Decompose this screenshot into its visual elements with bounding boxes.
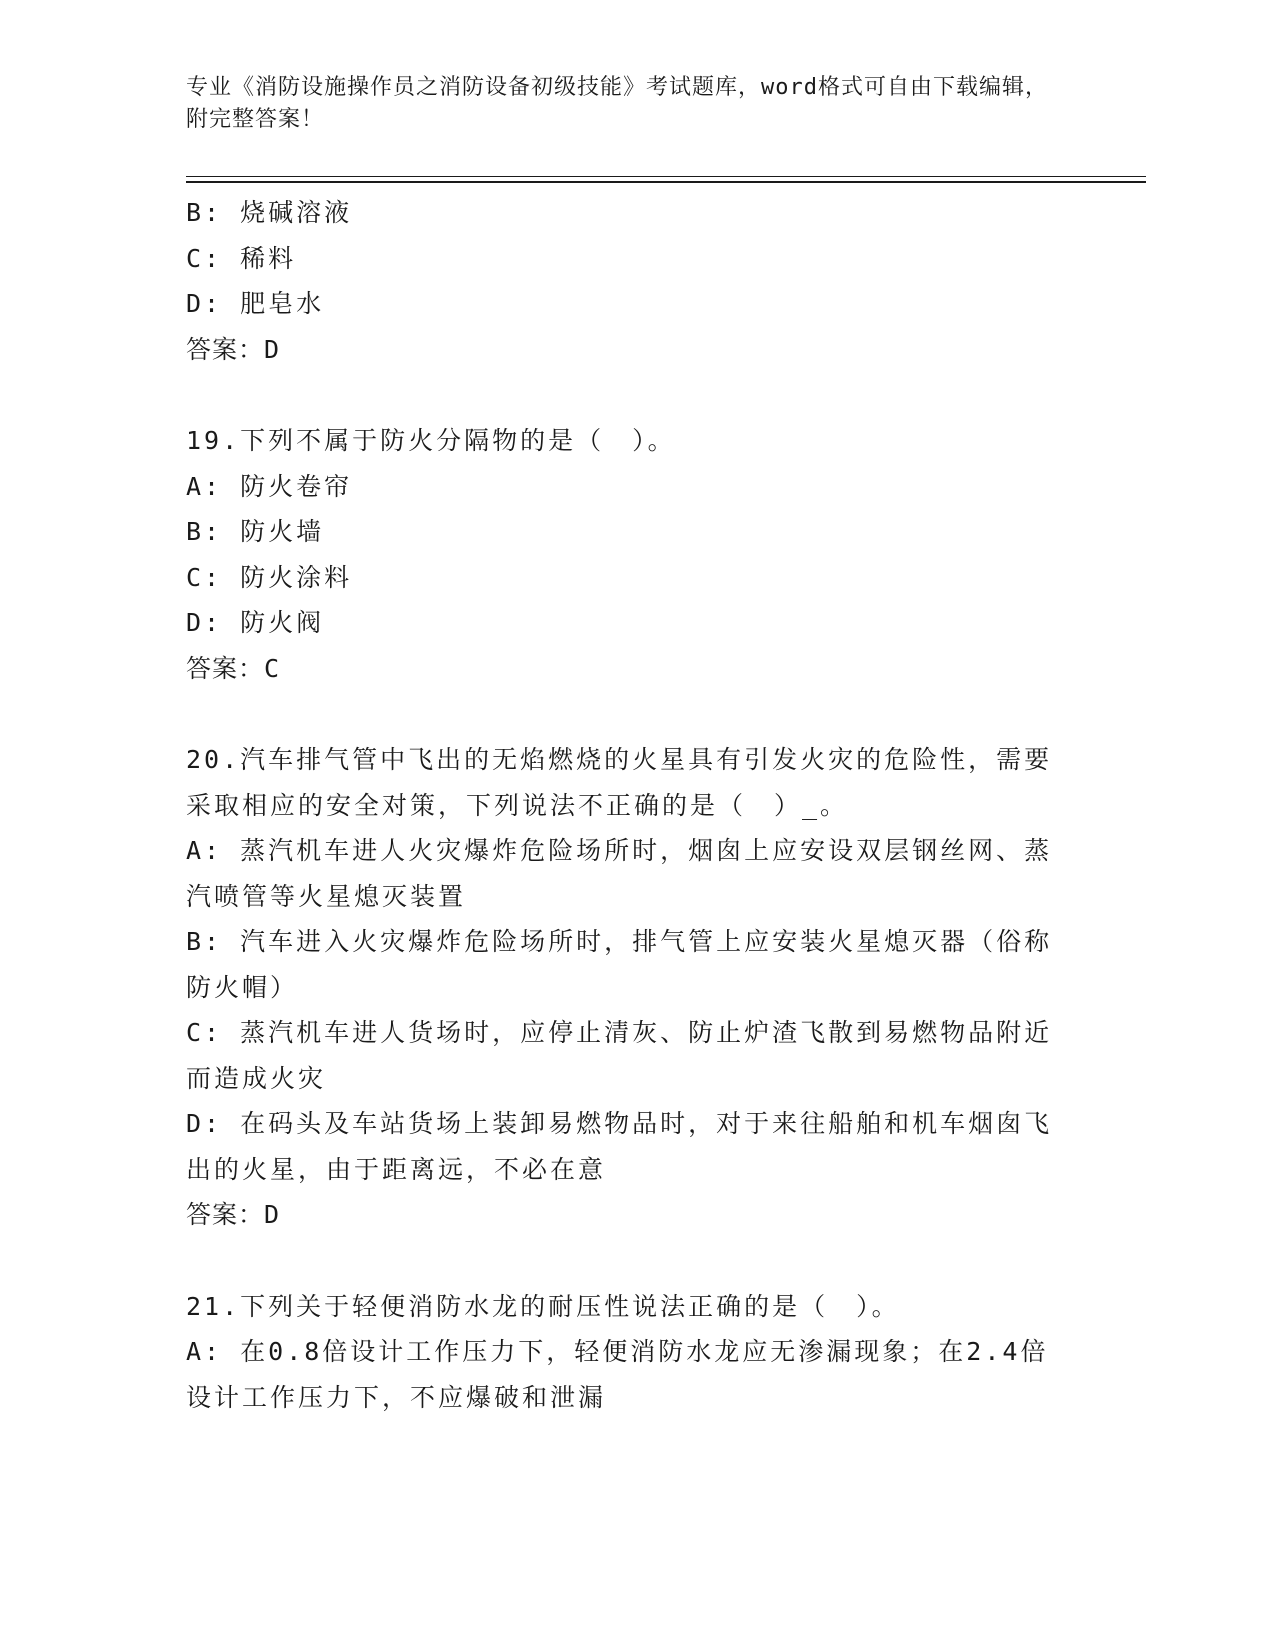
spacer	[186, 1238, 1066, 1284]
spacer	[186, 691, 1066, 737]
question-18	[186, 190, 1066, 372]
question-19	[186, 418, 1066, 691]
option-d: D: 防火阀	[186, 608, 325, 637]
option-c: C: 稀料	[186, 243, 297, 273]
option-b: B: 防火墙	[186, 517, 325, 546]
question-21	[186, 1284, 1066, 1421]
header-rule-thin	[186, 176, 1146, 177]
option-a: A: 在0.8倍设计工作压力下，轻便消防水龙应无渗漏现象；在2.4倍设计工作压力下，不应爆破和泄漏	[186, 1337, 1049, 1412]
option-c: C: 防火涂料	[186, 562, 353, 592]
option-a: A: 防火卷帘	[186, 471, 353, 501]
option-d: D: 在码头及车站货场上装卸易燃物品时，对于来往船舶和机车烟囱飞出的火星，由于距离远，不必在意	[186, 1109, 1053, 1184]
header-rule-thick	[186, 181, 1146, 183]
option-b: B: 汽车进入火灾爆炸危险场所时，排气管上应安装火星熄灭器（俗称防火帽）	[186, 927, 1053, 1002]
option-a: A: 蒸汽机车进人火灾爆炸危险场所时，烟囱上应安设双层钢丝网、蒸汽喷管等火星熄灭装置	[186, 836, 1053, 911]
option-c: C: 蒸汽机车进人货场时，应停止清灰、防止炉渣飞散到易燃物品附近而造成火灾	[186, 1018, 1053, 1093]
option-d: D: 肥皂水	[186, 289, 325, 318]
answer: 答案：D	[186, 1200, 281, 1229]
question-stem: 19.下列不属于防火分隔物的是（ ）。	[186, 426, 676, 455]
question-list	[186, 190, 1066, 1420]
spacer	[186, 372, 1066, 418]
question-20	[186, 737, 1066, 1238]
answer: 答案：D	[186, 334, 281, 364]
answer: 答案：C	[186, 653, 281, 683]
question-stem: 20.汽车排气管中飞出的无焰燃烧的火星具有引发火灾的危险性，需要采取相应的安全对策，下列说法不正确的是（ ）_。	[186, 745, 1053, 820]
question-stem: 21.下列关于轻便消防水龙的耐压性说法正确的是（ ）。	[186, 1291, 900, 1321]
document-header: 专业《消防设施操作员之消防设备初级技能》考试题库，word格式可自由下载编辑，附完整答案！	[186, 75, 1048, 132]
option-b: B: 烧碱溶液	[186, 198, 353, 227]
